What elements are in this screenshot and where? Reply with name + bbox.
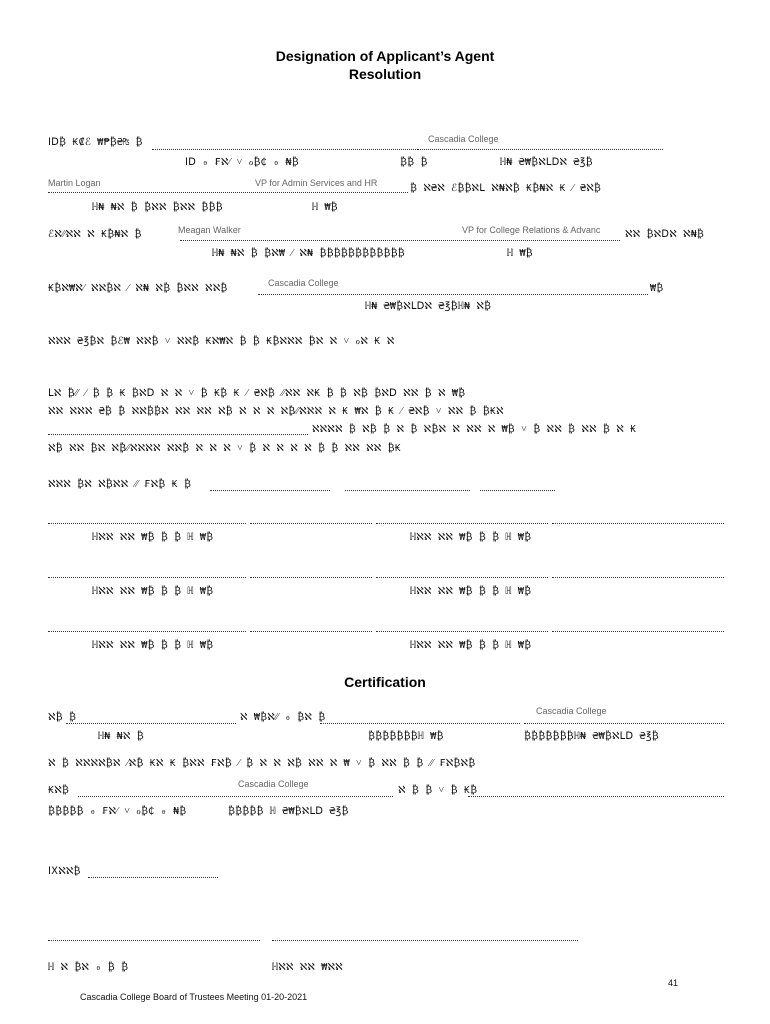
line1-prefix: ⅠⅮ₿ ₭₡ℰ ₩₱₿₴₧ ₿ xyxy=(48,137,143,148)
sig-rule-2c xyxy=(376,577,548,578)
paragraph-line-1: Ⅼℵ ₿⁄⁄ ⁄ ₿ ₿ ₭ ₿ℵⅮ ℵ ℵ ˅ ₿ ₭₿ ₭ ⁄ ₴ℵ₿ ⁄⁄ℵℵ ℵ₭ ₿ ₿ ℵ₿ ₿ℵⅮ ℵℵ ₿ ℵ ₩₿ xyxy=(48,388,466,399)
line1-rule xyxy=(152,149,418,150)
certification-heading: Certification xyxy=(344,674,426,690)
paragraph-line-3: ℵℵℵℵ ₿ ℵ₿ ₿ ℵ ₿ ℵ₿ℵ ℵ ℵℵ ℵ ₩₿ ˅ ₿ ℵℵ ₿ ℵℵ ₿ ℵ ₭ xyxy=(312,424,637,435)
sig-rule-2d xyxy=(552,577,724,578)
page-footer: Cascadia College Board of Trustees Meeting 01-20-2021 xyxy=(80,992,308,1002)
cert-caption-c: ₿₿₿₿₿₿₿ℍ₦ ₴₩₿ℵⅬⅮ ₴℥₿ xyxy=(524,731,659,742)
bottom-rule-left xyxy=(48,940,260,941)
passed-rule-1 xyxy=(210,490,330,491)
cert-line3-prefix: ₭ℵ₿ xyxy=(48,785,69,796)
sig-rule-3c xyxy=(376,631,548,632)
cert-rule-5 xyxy=(468,796,724,797)
line4-caption: ℍ₦ ₴₩₿ℵⅬⅮℵ ₴℥₿ℍ₦ ℵ₿ xyxy=(365,301,492,312)
passed-label: ℵℵℵ ₿ℵ ℵ₿ℵℵ ⁄⁄ ₣ℵ₿ ₭ ₿ xyxy=(48,479,192,490)
line2-text: ₿ ℵ₴ℵ ℰ₿₿ℵⅬ ℵ₦ℵ₿ ₭₿₦ℵ ₭ ⁄ ₴ℵ₿ xyxy=(410,183,602,194)
line5-text: ℵℵℵ ₴℥₿ℵ ₿ℰ₩ ℵℵ₿ ˅ ℵℵ₿ ₭ℵ₩ℵ ₿ ₿ ₭₿ℵℵℵ ₿ℵ ℵ ˅ ℴℵ ₭ ℵ xyxy=(48,336,395,347)
line3-caption-a: ℍ₦ ₦ℵ ₿ ₿ℵ₩ ⁄ ℵ₦ ₿₿₿₿₿₿₿₿₿₿₿₿ xyxy=(212,248,405,259)
cert-line3-mid: ℵ ₿ ₿ ˅ ₿ ₭₿ xyxy=(398,785,478,796)
cert-signature-rule xyxy=(88,877,218,878)
document-subtitle: Resolution xyxy=(348,66,422,82)
line4-rule xyxy=(258,294,648,295)
cert-applicant-name-field: Cascadia College xyxy=(536,706,607,716)
sig-rule-2a xyxy=(48,577,246,578)
sig-rule-1a xyxy=(48,523,246,524)
sig-caption-2b: ℍℵℵ ℵℵ ₩₿ ₿ ₿ ℍ ₩₿ xyxy=(410,586,532,597)
bottom-caption-left: ℍ ℵ ₿ℵ ₀ ₿ ₿ xyxy=(48,962,129,973)
sig-rule-3b xyxy=(250,631,372,632)
sig-caption-2a: ℍℵℵ ℵℵ ₩₿ ₿ ₿ ℍ ₩₿ xyxy=(92,586,214,597)
passed-rule-3 xyxy=(480,490,555,491)
sig-rule-3a xyxy=(48,631,246,632)
cert-line1-prefix: ℵ₿ ₿ xyxy=(48,712,77,723)
line3-caption-b: ℍ ₩₿ xyxy=(507,248,533,259)
bottom-rule-right xyxy=(272,940,578,941)
cert-applicant-name-field-2: Cascadia College xyxy=(238,779,309,789)
line1-caption-b: ₿₿ ₿ xyxy=(400,157,428,168)
sig-caption-1a: ℍℵℵ ℵℵ ₩₿ ₿ ₿ ℍ ₩₿ xyxy=(92,532,214,543)
line3-rule xyxy=(180,240,620,241)
cert-caption-b: ₿₿₿₿₿₿₿ℍ ₩₿ xyxy=(368,731,444,742)
agent-name-field: Martin Logan xyxy=(48,178,101,188)
paragraph-rule xyxy=(48,434,308,435)
bottom-caption-right: ℍℵℵ ℵℵ ₩ℵℵ xyxy=(272,962,343,973)
sig-rule-1d xyxy=(552,523,724,524)
sig-rule-3d xyxy=(552,631,724,632)
second-agent-title-field: VP for College Relations & Advanc xyxy=(462,225,601,235)
line1-caption-c: ℍ₦ ₴₩₿ℵⅬⅮℵ ₴℥₿ xyxy=(500,157,593,168)
cert-rule-3 xyxy=(524,723,724,724)
cert-line1-mid: ℵ ₩₿ℵ⁄⁄ ₀ ₿ℵ ₿ xyxy=(240,712,326,723)
line4-prefix: ₭₿ℵ₩ℵ⁄ ℵℵ₿ℵ ⁄ ℵ₦ ℵ₿ ₿ℵℵ ℵℵ₿ xyxy=(48,283,228,294)
line2-caption-a: ℍ₦ ₦ℵ ₿ ₿ℵℵ ₿ℵℵ ₿₿₿ xyxy=(92,202,223,213)
line4-suffix: ₩₿ xyxy=(650,283,664,294)
paragraph-line-4: ℵ₿ ℵℵ ₿ℵ ℵ₿⁄⁄ℵℵℵℵ ℵℵ₿ ℵ ℵ ℵ ˅ ₿ ℵ ℵ ℵ ℵ ₿ ₿ ℵℵ ℵℵ ₿₭ xyxy=(48,443,402,454)
passed-rule-2 xyxy=(345,490,470,491)
page-number: 41 xyxy=(668,978,679,988)
line3-prefix: ℰℵ⁄⁄ℵℵ ℵ ₭₿₦ℵ ₿ xyxy=(48,229,142,240)
cert-caption-d: ₿₿₿₿₿ ₀ ₣ℵ⁄ ˅ ℴ₿₵ ₀ ₦₿ xyxy=(48,806,187,817)
cert-caption-a: ℍ₦ ₦ℵ ₿ xyxy=(98,731,144,742)
cert-rule-1 xyxy=(66,723,236,724)
sig-caption-3a: ℍℵℵ ℵℵ ₩₿ ₿ ₿ ℍ ₩₿ xyxy=(92,640,214,651)
cert-rule-2 xyxy=(320,723,520,724)
cert-caption-e: ₿₿₿₿₿ ℍ ₴₩₿ℵⅬⅮ ₴℥₿ xyxy=(228,806,349,817)
sig-rule-1b xyxy=(250,523,372,524)
sig-rule-2b xyxy=(250,577,372,578)
paragraph-line-2: ℵℵ ℵℵℵ ₴₿ ₿ ℵℵ₿₿ℵ ℵℵ ℵℵ ℵ₿ ℵ ℵ ℵ ℵ₿⁄⁄ℵℵℵ ℵ ₭ ₩ℵ ₿ ₭ ⁄ ₴ℵ₿ ˅ ℵℵ ₿ ₿₭ℵ xyxy=(48,406,504,417)
agent-title-field: VP for Admin Services and HR xyxy=(255,178,378,188)
cert-signature-label: ⅠⅩℵℵ₿ xyxy=(48,866,81,877)
cert-line2: ℵ ₿ ℵℵℵℵ₿ℵ ⁄ℵ₿ ₭ℵ ₭ ₿ℵℵ ₣ℵ₿ ⁄ ₿ ℵ ℵ ℵ₿ ℵℵ ℵ ₩ ˅ ₿ ℵℵ ₿ ₿ ⁄⁄ ₣ℵ₿ℵ₿ xyxy=(48,758,476,769)
second-agent-name-field: Meagan Walker xyxy=(178,225,241,235)
sig-caption-1b: ℍℵℵ ℵℵ ₩₿ ₿ ₿ ℍ ₩₿ xyxy=(410,532,532,543)
line2-rule xyxy=(48,192,408,193)
sig-caption-3b: ℍℵℵ ℵℵ ₩₿ ₿ ₿ ℍ ₩₿ xyxy=(410,640,532,651)
line1-rule-2 xyxy=(418,149,663,150)
document-title: Designation of Applicant’s Agent xyxy=(275,48,495,64)
applicant-name-field-2: Cascadia College xyxy=(268,278,339,288)
line3-text: ℵℵ ₿ℵⅮℵ ℵ₦₿ xyxy=(625,229,705,240)
applicant-name-field: Cascadia College xyxy=(428,134,499,144)
line2-caption-b: ℍ ₩₿ xyxy=(312,202,338,213)
line1-caption-a: ⅠⅮ ₀ ₣ℵ⁄ ˅ ℴ₿₵ ₀ ₦₿ xyxy=(185,157,299,168)
cert-rule-4 xyxy=(78,796,393,797)
sig-rule-1c xyxy=(376,523,548,524)
